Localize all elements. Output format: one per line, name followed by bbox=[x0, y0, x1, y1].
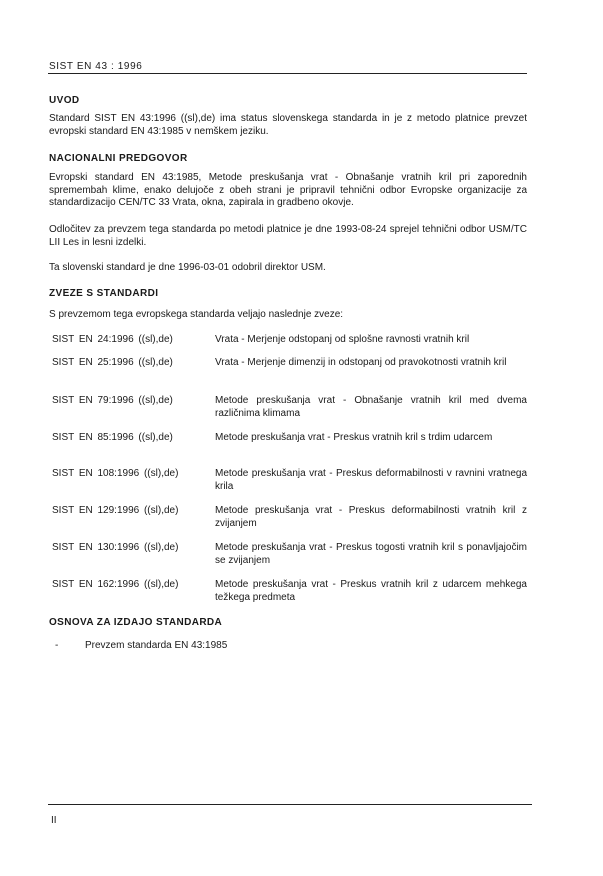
ref-title: Vrata - Merjenje odstopanj od splošne ravnosti vratnih kril bbox=[215, 334, 470, 345]
ref-title: Vrata - Merjenje dimenzij in odstopanj od pravokotnosti vratnih kril bbox=[215, 357, 507, 368]
ref-code: SIST EN 85:1996 ((sl),de) bbox=[52, 432, 173, 443]
predgovor-paragraph-2: Odločitev za prevzem tega standarda po metodi platnice je dne 1993-08-24 sprejel tehnični odbor USM/TC LII Les in lesni izdelki. bbox=[49, 224, 527, 248]
ref-code: SIST EN 162:1996 ((sl),de) bbox=[52, 579, 179, 590]
predgovor-paragraph-3: Ta slovenski standard je dne 1996-03-01 odobril direktor USM. bbox=[49, 262, 326, 273]
zveze-heading: ZVEZE S STANDARDI bbox=[49, 288, 159, 299]
osnova-heading: OSNOVA ZA IZDAJO STANDARDA bbox=[49, 617, 223, 628]
ref-code: SIST EN 24:1996 ((sl),de) bbox=[52, 334, 173, 345]
ref-code: SIST EN 79:1996 ((sl),de) bbox=[52, 395, 173, 406]
ref-code: SIST EN 25:1996 ((sl),de) bbox=[52, 357, 173, 368]
page-number: II bbox=[51, 815, 57, 826]
ref-title: Metode preskušanja vrat - Preskus deformabilnosti vratnih kril z zvijanjem bbox=[215, 505, 527, 529]
running-header: SIST EN 43 : 1996 bbox=[49, 61, 143, 72]
ref-code: SIST EN 129:1996 ((sl),de) bbox=[52, 505, 179, 516]
header-rule bbox=[48, 73, 527, 74]
ref-title: Metode preskušanja vrat - Obnašanje vratnih kril med dvema različnima klimama bbox=[215, 395, 527, 419]
uvod-text: Standard SIST EN 43:1996 ((sl),de) ima status slovenskega standarda in je z metodo platnice prevzet evropski standard EN 43:1985 v nemškem jeziku. bbox=[49, 113, 527, 137]
zveze-intro: S prevzemom tega evropskega standarda veljajo naslednje zveze: bbox=[49, 309, 344, 320]
ref-title: Metode preskušanja vrat - Preskus togosti vratnih kril s ponavljajočim se zvijanjem bbox=[215, 542, 527, 566]
ref-code: SIST EN 130:1996 ((sl),de) bbox=[52, 542, 179, 553]
uvod-heading: UVOD bbox=[49, 95, 80, 106]
ref-title: Metode preskušanja vrat - Preskus vratnih kril z udarcem mehkega težkega predmeta bbox=[215, 579, 527, 603]
predgovor-heading: NACIONALNI PREDGOVOR bbox=[49, 153, 188, 164]
list-dash: - bbox=[55, 640, 59, 651]
ref-code: SIST EN 108:1996 ((sl),de) bbox=[52, 468, 179, 479]
osnova-item: Prevzem standarda EN 43:1985 bbox=[85, 640, 228, 651]
ref-title: Metode preskušanja vrat - Preskus vratnih kril s trdim udarcem bbox=[215, 432, 493, 443]
ref-title: Metode preskušanja vrat - Preskus deformabilnosti v ravnini vratnega krila bbox=[215, 468, 527, 492]
predgovor-paragraph-1: Evropski standard EN 43:1985, Metode preskušanja vrat - Obnašanje vratnih kril pri zaporednih spremembah klime, enako delujoče z obeh strani je pripravil tehnični odbor Evropske organizacije za standardizacijo CEN/TC 33 Vrata, okna, zapirala in gradbeno okovje. bbox=[49, 172, 527, 208]
footer-rule bbox=[48, 804, 532, 805]
